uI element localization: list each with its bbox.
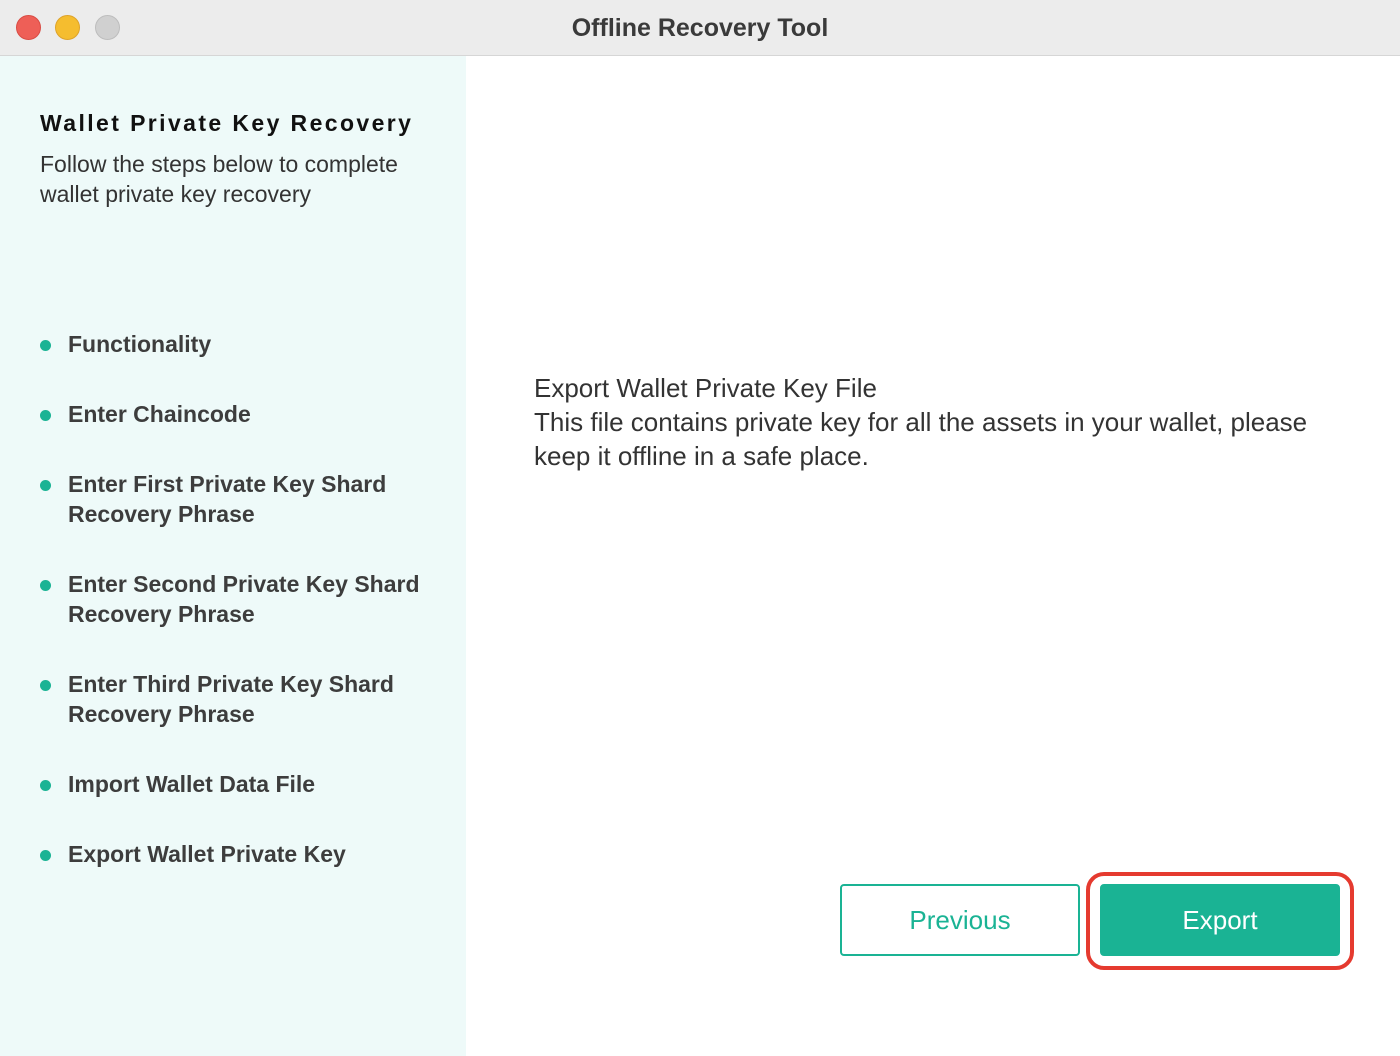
step-label: Enter Chaincode — [68, 401, 251, 427]
step-bullet-icon — [40, 480, 51, 491]
previous-button[interactable]: Previous — [840, 884, 1080, 956]
step-label: Import Wallet Data File — [68, 771, 316, 797]
window-title: Offline Recovery Tool — [571, 14, 829, 42]
steps-sidebar — [0, 56, 466, 1056]
step-label: Enter Third Private Key Shard Recovery Phrase — [68, 671, 394, 727]
sidebar-title: Wallet Private Key Recovery — [40, 110, 414, 136]
content-heading: Export Wallet Private Key File — [534, 373, 877, 403]
main-content — [466, 56, 1400, 1056]
step-bullet-icon — [40, 780, 51, 791]
step-bullet-icon — [40, 850, 51, 861]
step-label: Functionality — [68, 331, 212, 357]
title-bar — [0, 0, 1400, 56]
step-bullet-icon — [40, 680, 51, 691]
step-bullet-icon — [40, 580, 51, 591]
step-bullet-icon — [40, 340, 51, 351]
step-label: Enter First Private Key Shard Recovery Phrase — [68, 471, 387, 527]
step-label: Enter Second Private Key Shard Recovery Phrase — [68, 571, 420, 627]
content-description: This file contains private key for all the assets in your wallet, please keep it offline in a safe place. — [534, 407, 1308, 471]
sidebar-subtitle: Follow the steps below to complete wallet private key recovery — [40, 151, 398, 207]
step-bullet-icon — [40, 410, 51, 421]
step-label: Export Wallet Private Key — [68, 841, 346, 867]
export-button[interactable]: Export — [1100, 884, 1340, 956]
